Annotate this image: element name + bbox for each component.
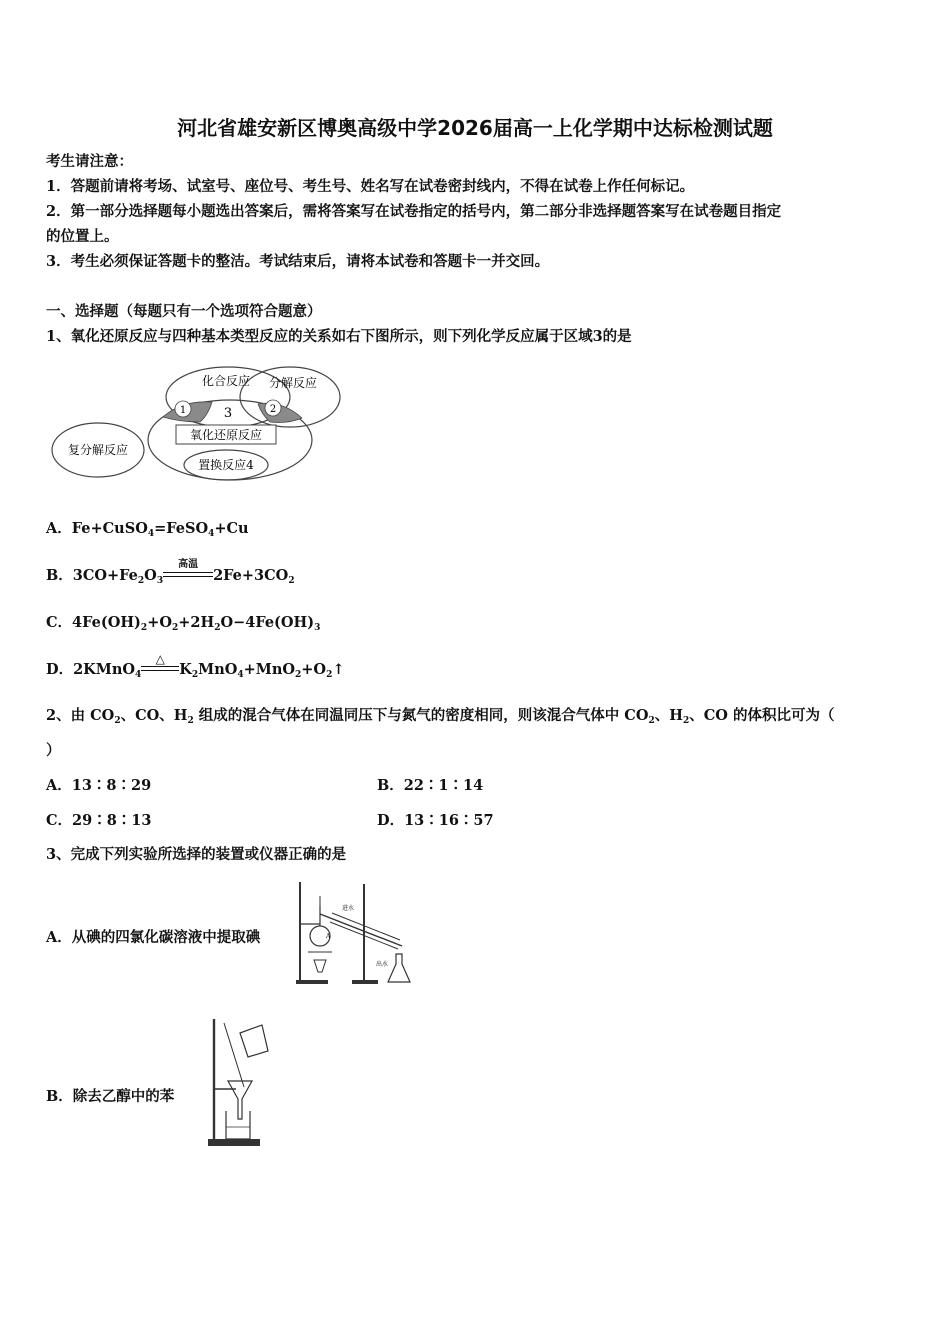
subscript: 2: [288, 576, 295, 586]
subscript: 2: [326, 670, 333, 680]
pouring-beaker: [240, 1025, 268, 1057]
replacement-label: 置换反应4: [198, 458, 254, 472]
funnel: [228, 1081, 252, 1119]
q1-option-a[interactable]: [46, 519, 249, 544]
q1-option-c[interactable]: [46, 613, 320, 638]
notice-item-1: 1．答题前请将考场、试室号、座位号、考生号、姓名写在试卷密封线内，不得在试卷上作任何标记。: [46, 178, 695, 195]
formula-part: 2KMnO: [73, 661, 135, 678]
formula-part: K: [179, 661, 192, 678]
formula-part: 2Fe+3CO: [213, 567, 289, 584]
notice-item-2: 2．第一部分选择题每小题选出答案后，需将答案写在试卷指定的括号内，第二部分非选择题答案写在试卷题目指定: [46, 203, 782, 220]
decomposition-label: 分解反应: [268, 376, 318, 390]
reaction-venn-diagram: [50, 360, 350, 482]
subscript: 2: [137, 576, 145, 586]
region-3-label: 3: [223, 406, 233, 421]
side-arm: [320, 914, 402, 946]
formula-part: +Cu: [214, 520, 249, 537]
condenser-stand-base: [352, 980, 378, 984]
q2-stem-close: ）: [46, 742, 61, 759]
formula-part: Fe+CuSO: [71, 520, 148, 537]
notice-item-2-cont: 的位置上。: [46, 228, 119, 245]
subscript: 2: [682, 716, 690, 726]
stand-base: [296, 980, 328, 984]
subscript: 3: [156, 576, 164, 586]
exam-title: 河北省雄安新区博奥高级中学2026届高一上化学期中达标检测试题: [177, 116, 773, 140]
condition-text: △: [155, 652, 165, 666]
distillation-apparatus: [292, 880, 414, 988]
q3-option-b[interactable]: B．除去乙醇中的苯: [46, 1088, 175, 1105]
water-in-label: 进水: [342, 905, 355, 912]
formula-part: 3CO+Fe: [72, 567, 138, 584]
stem-part: 、CO、H: [120, 707, 188, 724]
subscript: 4: [135, 670, 142, 680]
stem-part: 组成的混合气体在同温同压下与氮气的密度相同，则该混合气体中 CO: [193, 707, 649, 724]
q1-stem: 1、氧化还原反应与四种基本类型反应的关系如右下图所示，则下列化学反应属于区域3的是: [46, 328, 632, 345]
subscript: 2: [214, 623, 221, 633]
q3-option-a[interactable]: A．从碘的四氯化碳溶液中提取碘: [46, 929, 261, 946]
notice-heading: 考生请注意：: [46, 153, 133, 170]
stem-part: 、H: [654, 707, 683, 724]
formula-part: +2H: [178, 614, 215, 631]
receiving-flask: [388, 954, 410, 982]
redox-label: 氧化还原反应: [189, 428, 263, 442]
subscript: 4: [147, 529, 155, 539]
q1-option-d[interactable]: [46, 652, 345, 685]
q2-option-a[interactable]: A．13∶8∶29: [46, 777, 152, 794]
formula-part: +MnO: [243, 661, 296, 678]
subscript: 2: [648, 716, 655, 726]
subscript: 4: [237, 670, 244, 680]
subscript: 2: [187, 716, 194, 726]
formula-part: 4Fe(OH): [72, 614, 141, 631]
combination-label: 化合反应: [201, 374, 251, 388]
region-2-label: 2: [269, 404, 277, 415]
formula-part: ↑: [332, 661, 345, 678]
q1-option-b[interactable]: [46, 559, 295, 591]
subscript: 2: [191, 670, 199, 680]
q2-option-b[interactable]: B．22∶1∶14: [377, 777, 484, 794]
region-1-label: 1: [179, 405, 187, 416]
formula-part: O−4Fe(OH): [220, 614, 315, 631]
stem-part: 、CO 的体积比可为（: [689, 707, 835, 724]
burner: [314, 960, 326, 972]
thermometer-label: A: [326, 933, 331, 940]
option-label: D．: [46, 661, 74, 678]
stand-base: [208, 1139, 260, 1146]
formula-part: =FeSO: [154, 520, 209, 537]
notice-item-3: 3．考生必须保证答题卡的整洁。考试结束后，请将本试卷和答题卡一并交回。: [46, 253, 550, 270]
subscript: 2: [140, 623, 148, 633]
q2-option-d[interactable]: D．13∶16∶57: [377, 812, 494, 829]
double-replacement-label: 复分解反应: [67, 443, 129, 457]
q3-stem: 3、完成下列实验所选择的装置或仪器正确的是: [46, 846, 347, 863]
option-label: B．: [46, 567, 73, 584]
q2-option-c[interactable]: C．29∶8∶13: [46, 812, 152, 829]
formula-part: +O: [147, 614, 172, 631]
formula-part: +O: [301, 661, 327, 678]
subscript: 2: [171, 623, 179, 633]
formula-part: MnO: [198, 661, 238, 678]
section-heading: 一、选择题（每题只有一个选项符合题意）: [46, 303, 322, 320]
formula-part: O: [144, 567, 157, 584]
stem-part: 2、由 CO: [46, 707, 115, 724]
option-label: A．: [46, 520, 72, 537]
water-out-label: 出水: [376, 961, 389, 968]
option-label: C．: [46, 614, 73, 631]
reaction-arrow: [163, 559, 213, 583]
condition-text: 高温: [178, 559, 199, 570]
filtration-apparatus: [204, 1015, 276, 1155]
q2-stem: [46, 706, 834, 731]
subscript: 2: [114, 716, 121, 726]
subscript: 2: [295, 670, 302, 680]
subscript: 3: [314, 623, 321, 633]
subscript: 4: [208, 529, 215, 539]
reaction-arrow: [141, 652, 179, 677]
